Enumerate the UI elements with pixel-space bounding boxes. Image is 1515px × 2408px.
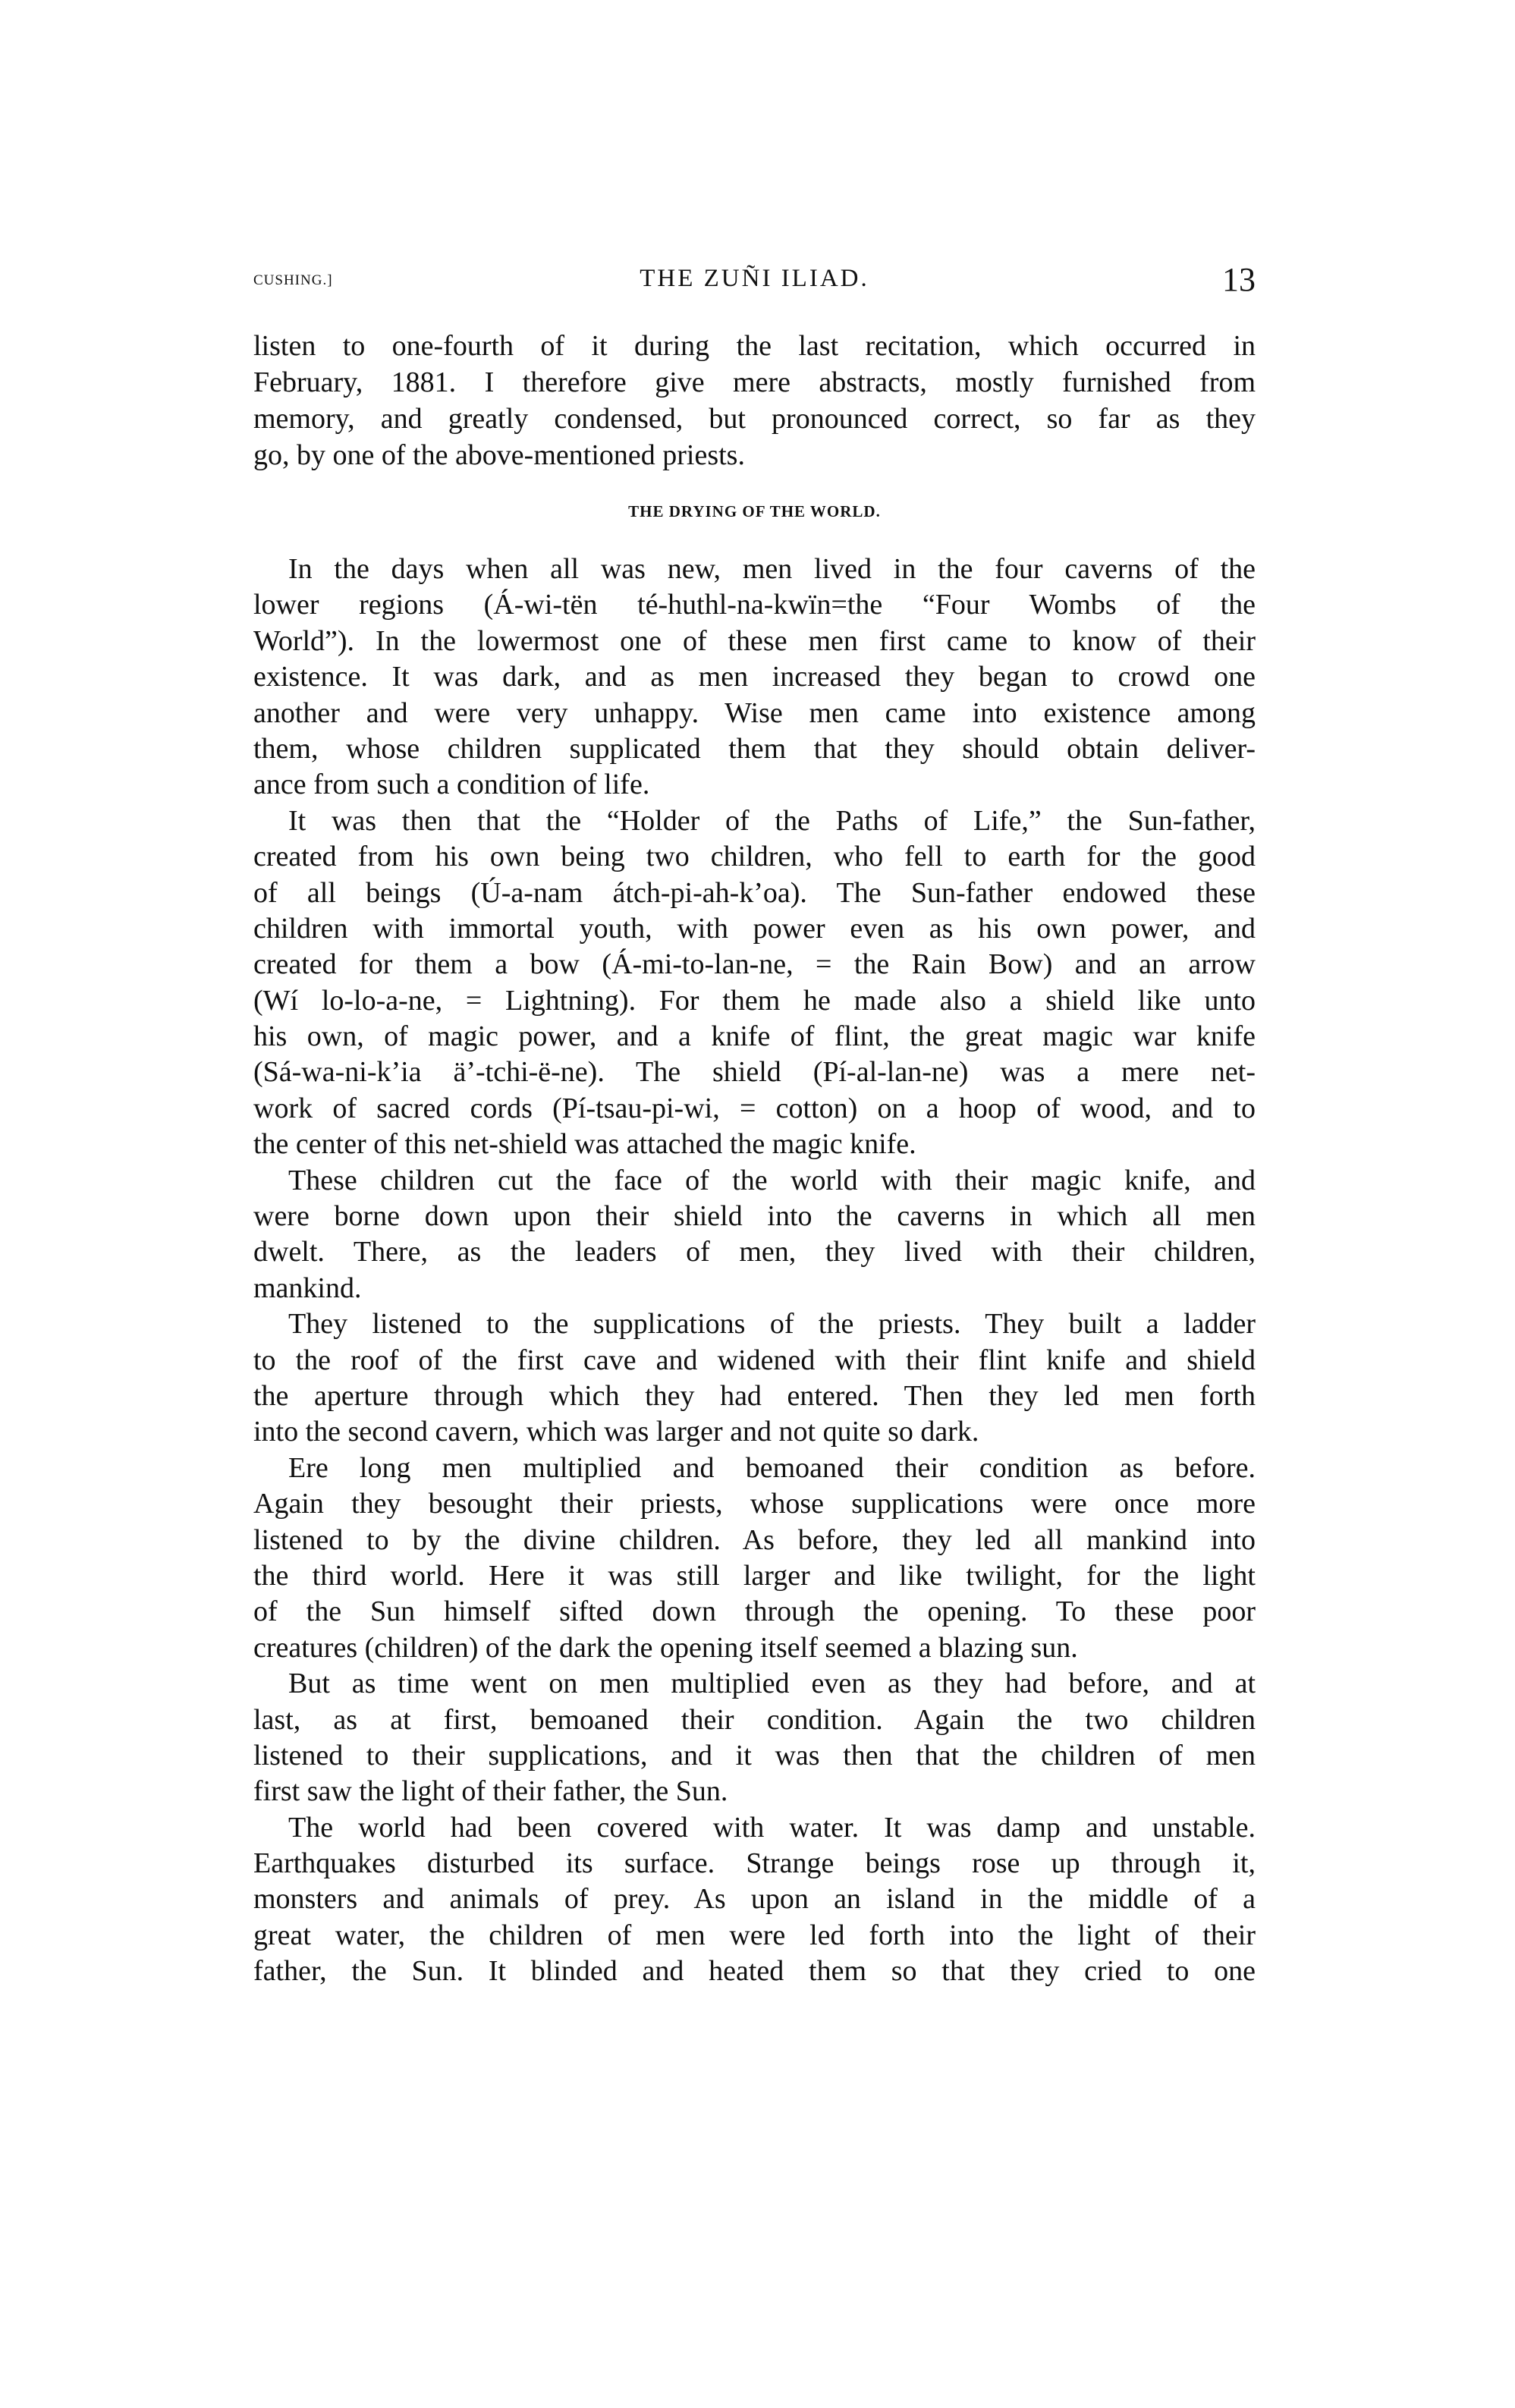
- text-line: children with immortal youth, with power even as his own power, and: [253, 912, 1256, 945]
- text-line: of all beings (Ú-a-nam átch-pi-ah-k’oa). The Sun-father endowed these: [253, 876, 1256, 909]
- text-line: first saw the light of their father, the Sun.: [253, 1775, 728, 1808]
- text-line: Earthquakes disturbed its surface. Strange beings rose up through it,: [253, 1847, 1256, 1880]
- text-line: of the Sun himself sifted down through the opening. To these poor: [253, 1595, 1256, 1628]
- text-line: But as time went on men multiplied even as they had before, and at: [288, 1668, 1256, 1700]
- text-line: created from his own being two children, who fell to earth for the good: [253, 841, 1256, 873]
- running-head: [253, 262, 1256, 300]
- text-line: lower regions (Á-wi-tën té-huthl-na-kwïn=the “Four Wombs of the: [253, 589, 1256, 621]
- text-line: February, 1881. I therefore give mere abstracts, mostly furnished from: [253, 366, 1256, 398]
- text-line: existence. It was dark, and as men increased they began to crowd one: [253, 661, 1256, 693]
- text-line: work of sacred cords (Pí-tsau-pi-wi, = cotton) on a hoop of wood, and to: [253, 1092, 1256, 1124]
- intro-paragraph: [253, 328, 1256, 473]
- text-line: to the roof of the first cave and widened with their flint knife and shield: [253, 1344, 1256, 1376]
- text-line: go, by one of the above-mentioned priests.: [253, 439, 745, 471]
- text-line: his own, of magic power, and a knife of flint, the great magic war knife: [253, 1020, 1256, 1053]
- paragraph: [253, 1163, 1256, 1307]
- text-line: In the days when all was new, men lived in the four caverns of the: [288, 553, 1256, 585]
- text-line: memory, and greatly condensed, but pronounced correct, so far as they: [253, 403, 1256, 435]
- page-number: 13: [1222, 261, 1256, 298]
- text-line: creatures (children) of the dark the opening itself seemed a blazing sun.: [253, 1631, 1078, 1664]
- text-line: them, whose children supplicated them that they should obtain deliver-: [253, 732, 1256, 765]
- text-line: dwelt. There, as the leaders of men, they lived with their children,: [253, 1236, 1256, 1268]
- text-line: another and were very unhappy. Wise men came into existence among: [253, 696, 1256, 729]
- paragraph: [253, 1451, 1256, 1666]
- paragraph: [253, 803, 1256, 1163]
- running-head-author: CUSHING.]: [253, 272, 333, 288]
- text-line: listen to one-fourth of it during the last recitation, which occurred in: [253, 330, 1256, 362]
- text-line: Again they besought their priests, whose supplications were once more: [253, 1488, 1256, 1520]
- text-line: the aperture through which they had entered. Then they led men forth: [253, 1379, 1256, 1412]
- text-line: father, the Sun. It blinded and heated them so that they cried to one: [253, 1955, 1256, 1988]
- text-line: were borne down upon their shield into the caverns in which all men: [253, 1200, 1256, 1233]
- text-line: listened to their supplications, and it was then that the children of men: [253, 1739, 1256, 1771]
- text-line: (Wí lo-lo-a-ne, = Lightning). For them he made also a shield like unto: [253, 984, 1256, 1017]
- paragraph: [253, 1810, 1256, 1990]
- text-line: into the second cavern, which was larger and not quite so dark.: [253, 1416, 979, 1448]
- text-line: They listened to the supplications of the priests. They built a ladder: [288, 1308, 1256, 1341]
- text-line: created for them a bow (Á-mi-to-lan-ne, = the Rain Bow) and an arrow: [253, 948, 1256, 981]
- text-line: the third world. Here it was still larger and like twilight, for the light: [253, 1559, 1256, 1592]
- text-line: (Sá-wa-ni-k’ia ä’-tchi-ë-ne). The shield (Pí-al-lan-ne) was a mere net-: [253, 1056, 1256, 1089]
- text-line: ance from such a condition of life.: [253, 769, 650, 801]
- paragraph: [253, 552, 1256, 803]
- text-line: The world had been covered with water. It was damp and unstable.: [288, 1811, 1256, 1844]
- paragraph: [253, 1666, 1256, 1810]
- text-line: the center of this net-shield was attached the magic knife.: [253, 1128, 916, 1161]
- paragraph: [253, 1306, 1256, 1451]
- section-heading: THE DRYING OF THE WORLD.: [628, 502, 881, 520]
- text-line: World”). In the lowermost one of these men first came to know of their: [253, 624, 1256, 657]
- text-line: Ere long men multiplied and bemoaned their condition as before.: [288, 1451, 1256, 1484]
- body-text: [253, 552, 1256, 1990]
- text-line: These children cut the face of the world with their magic knife, and: [288, 1164, 1256, 1196]
- running-head-title: THE ZUÑI ILIAD.: [640, 265, 869, 292]
- text-line: last, as at first, bemoaned their condition. Again the two children: [253, 1703, 1256, 1736]
- text-line: listened to by the divine children. As before, they led all mankind into: [253, 1523, 1256, 1556]
- text-line: It was then that the “Holder of the Paths of Life,” the Sun-father,: [288, 804, 1256, 837]
- text-line: monsters and animals of prey. As upon an island in the middle of a: [253, 1883, 1256, 1916]
- text-line: mankind.: [253, 1272, 362, 1304]
- text-line: great water, the children of men were led forth into the light of their: [253, 1919, 1256, 1951]
